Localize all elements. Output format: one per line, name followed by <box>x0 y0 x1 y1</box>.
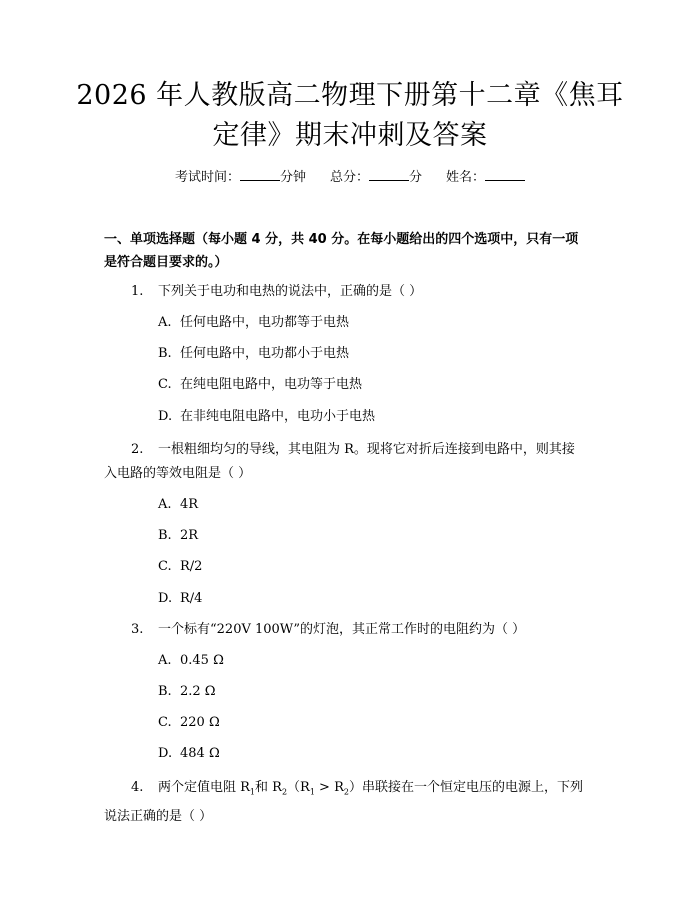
option-text: 0.45 Ω <box>180 653 224 668</box>
exam-info <box>0 168 700 188</box>
subscript-1: 1 <box>249 787 256 797</box>
option-2b[interactable] <box>158 526 198 546</box>
option-1d[interactable] <box>158 407 375 427</box>
question-number: 4. <box>131 780 144 795</box>
option-text: 在非纯电阻电路中，电功小于电热 <box>180 409 376 424</box>
name-blank[interactable] <box>485 168 525 181</box>
question-1 <box>104 280 604 304</box>
question-stem-line-2: 入电路的等效电阻是（ ） <box>104 466 252 481</box>
option-label: A. <box>158 653 172 668</box>
option-text: 在纯电阻电路中，电功等于电热 <box>180 377 363 392</box>
option-text: 任何电路中，电功都等于电热 <box>180 315 350 330</box>
option-text: R/2 <box>180 559 203 574</box>
option-label: C. <box>158 559 172 574</box>
name-label: 姓名： <box>446 170 486 185</box>
subscript-1b: 1 <box>309 787 315 797</box>
option-text: 2R <box>180 528 199 543</box>
question-3 <box>104 618 604 642</box>
option-text: 任何电路中，电功都小于电热 <box>180 346 350 361</box>
question-stem-line-1: 一根粗细均匀的导线，其电阻为 R。现将它对折后连接到电路中，则其接 <box>158 442 575 457</box>
option-label: A. <box>158 315 172 330</box>
time-unit: 分钟 <box>279 170 306 185</box>
option-text: 484 Ω <box>180 746 220 761</box>
question-stem: 一个标有“220V 100W”的灯泡，其正常工作时的电阻约为（ ） <box>158 622 526 637</box>
option-2c[interactable] <box>158 557 202 577</box>
question-number: 1. <box>131 284 144 299</box>
subscript-2: 2 <box>281 787 288 797</box>
question-stem-part-4: > R <box>314 780 344 795</box>
option-label: B. <box>158 684 172 699</box>
time-label: 考试时间： <box>174 170 240 185</box>
option-3b[interactable] <box>158 682 216 702</box>
option-3a[interactable] <box>158 651 224 671</box>
option-label: D. <box>158 409 173 424</box>
section-heading-line-2: 是符合题目要求的。） <box>104 255 228 270</box>
score-blank[interactable] <box>369 168 409 181</box>
question-stem-part-2: 和 R <box>255 780 282 795</box>
question-number: 3. <box>131 622 144 637</box>
option-text: 2.2 Ω <box>180 684 216 699</box>
section-heading <box>104 228 604 274</box>
question-2 <box>104 438 604 486</box>
page-title-line-1: 2026 年人教版高二物理下册第十二章《焦耳 <box>76 80 624 111</box>
option-label: C. <box>158 715 172 730</box>
question-stem: 下列关于电功和电热的说法中，正确的是（ ） <box>158 284 423 299</box>
option-1b[interactable] <box>158 344 349 364</box>
option-label: B. <box>158 346 172 361</box>
option-label: C. <box>158 377 172 392</box>
option-label: D. <box>158 746 173 761</box>
question-stem-part-3: （R <box>287 780 310 795</box>
option-1c[interactable] <box>158 375 362 395</box>
option-3c[interactable] <box>158 713 220 733</box>
score-label: 总分： <box>329 170 369 185</box>
page-title-line-2: 定律》期末冲刺及答案 <box>212 120 488 151</box>
option-2d[interactable] <box>158 589 202 609</box>
question-stem-part-5: ）串联接在一个恒定电压的电源上，下列 <box>348 780 583 795</box>
option-3d[interactable] <box>158 744 220 764</box>
score-unit: 分 <box>409 170 423 185</box>
section-heading-line-1: 一、单项选择题（每小题 4 分，共 40 分。在每小题给出的四个选项中，只有一项 <box>104 232 579 247</box>
option-text: 220 Ω <box>180 715 220 730</box>
question-stem-part-1: 两个定值电阻 R <box>158 780 250 795</box>
option-text: 4R <box>180 497 199 512</box>
option-1a[interactable] <box>158 313 349 333</box>
subscript-2b: 2 <box>343 787 349 797</box>
option-2a[interactable] <box>158 495 198 515</box>
option-text: R/4 <box>180 591 203 606</box>
option-label: B. <box>158 528 172 543</box>
option-label: A. <box>158 497 172 512</box>
question-number: 2. <box>131 442 144 457</box>
option-label: D. <box>158 591 173 606</box>
question-4 <box>104 776 604 829</box>
time-blank[interactable] <box>240 168 280 181</box>
question-stem-line-2: 说法正确的是（ ） <box>104 808 213 824</box>
